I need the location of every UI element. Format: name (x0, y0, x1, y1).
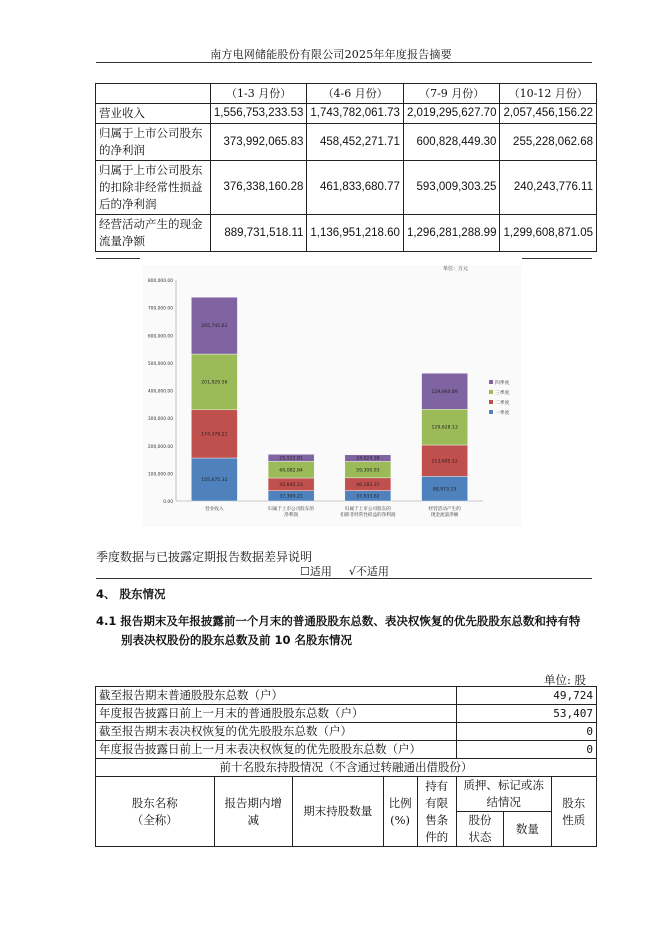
divider-fragment-right (522, 258, 592, 259)
header-shares: 期末持股数量 (292, 777, 383, 847)
data-label: 59,300.93 (356, 468, 380, 474)
subsection-heading-line1: 4.1 报告期末及年报披露前一个月末的普通股股东总数、表决权恢复的优先股股东总数和持有特 (96, 614, 581, 628)
table-cell: 458,452,271.71 (307, 124, 404, 161)
section-divider (96, 578, 592, 579)
y-tick-label: 200,000.00 (147, 444, 173, 450)
table-cell: 376,338,160.28 (210, 161, 307, 215)
x-category-label: 归属于上市公司股东的 (344, 507, 391, 512)
table-row (96, 215, 597, 252)
subsection-heading-line2: 别表决权股份的股东总数及前 10 名股东情况 (121, 633, 353, 647)
y-tick-label: 600,000.00 (147, 334, 173, 340)
row-label: 归属于上市公司股东的净利润 (96, 124, 211, 161)
table-header-cell: （10-12 月份） (500, 84, 597, 104)
header-pledge-qty: 数量 (504, 812, 551, 847)
divider-fragment-left (96, 258, 140, 259)
table-cell: 1,299,608,871.05 (500, 215, 597, 252)
table-cell: 600,828,449.30 (403, 124, 500, 161)
table-row (96, 705, 597, 723)
header-restricted: 持有 有限 售条 件的 (417, 777, 456, 847)
applicability-options (300, 563, 389, 579)
legend-swatch (489, 380, 493, 384)
chart-canvas (143, 265, 521, 527)
legend-swatch (489, 410, 493, 414)
table-row (96, 104, 597, 124)
legend-label: 三季度 (495, 391, 510, 396)
table-cell: 1,296,281,288.99 (403, 215, 500, 252)
data-label: 45,845.23 (279, 482, 303, 488)
table-row (96, 687, 597, 705)
legend-swatch (489, 390, 493, 394)
header-pledge: 质押、标记或冻 结情况 (456, 777, 551, 812)
option-not-applicable: √不适用 (348, 565, 389, 578)
y-tick-label: 300,000.00 (147, 417, 173, 423)
table-cell: 53,407 (456, 705, 596, 723)
top10-title: 前十名股东持股情况（不含通过转融通出借股份） (96, 759, 597, 777)
table-header-cell: （7-9 月份） (403, 84, 500, 104)
table-header-cell (96, 84, 211, 104)
table-cell: 255,228,062.68 (500, 124, 597, 161)
data-label: 37,399.21 (279, 494, 303, 500)
header-change: 报告期内增 减 (214, 777, 292, 847)
table-cell: 2,019,295,627.70 (403, 104, 500, 124)
data-label: 129,628.13 (431, 425, 458, 431)
chart-unit-label: 单位：万元 (443, 266, 469, 272)
table-cell: 240,243,776.11 (500, 161, 597, 215)
legend-label: 二季度 (495, 401, 510, 406)
option-applicable: ☐适用 (300, 565, 332, 578)
table-cell: 1,556,753,233.53 (210, 104, 307, 124)
table-cell: 49,724 (456, 687, 596, 705)
table-row (96, 723, 597, 741)
data-label: 37,633.82 (356, 494, 380, 500)
legend-swatch (489, 400, 493, 404)
table-row (96, 161, 597, 215)
data-label: 24,024.38 (356, 456, 380, 462)
y-tick-label: 800,000.00 (147, 279, 173, 284)
header-pledge-status: 股份 状态 (456, 812, 503, 847)
data-label: 46,183.37 (356, 482, 380, 488)
y-tick-label: 400,000.00 (147, 389, 173, 395)
y-tick-label: 0.00 (163, 500, 173, 505)
table-cell: 889,731,518.11 (210, 215, 307, 252)
shareholder-table (95, 686, 597, 847)
table-cell: 2,057,456,156.22 (500, 104, 597, 124)
unit-label: 单位: 股 (544, 673, 587, 687)
x-category-label: 经营活动产生的 (428, 507, 461, 512)
table-header-row (96, 777, 597, 812)
row-label: 截至报告期末普通股股东总数（户） (96, 687, 457, 705)
row-label: 截至报告期末表决权恢复的优先股股东总数（户） (96, 723, 457, 741)
header-ratio: 比例 (%) (383, 777, 417, 847)
row-label: 年度报告披露日前上一月末的普通股股东总数（户） (96, 705, 457, 723)
header-shareholder-name: 股东名称 （全称） (96, 777, 215, 847)
table-cell: 1,136,951,218.60 (307, 215, 404, 252)
table-row (96, 741, 597, 759)
x-category-label: 净利润 (284, 513, 299, 518)
data-label: 60,082.84 (279, 468, 303, 474)
y-tick-label: 500,000.00 (147, 361, 173, 367)
x-category-label: 营业收入 (205, 507, 224, 512)
section-heading: 4、 股东情况 (96, 587, 166, 601)
table-header-cell: （4-6 月份） (307, 84, 404, 104)
data-label: 201,929.56 (201, 380, 228, 386)
data-label: 113,695.12 (431, 459, 458, 465)
table-cell: 1,743,782,061.73 (307, 104, 404, 124)
row-label: 年度报告披露日前上一月末表决权恢复的优先股股东总数（户） (96, 741, 457, 759)
x-category-label: 现金流量净额 (430, 513, 459, 518)
report-header-title: 南方电网储能股份有限公司2025年年度报告摘要 (210, 48, 452, 61)
table-header-row (96, 84, 597, 104)
table-cell: 373,992,065.83 (210, 124, 307, 161)
row-label: 营业收入 (96, 104, 211, 124)
table-cell: 593,009,303.25 (403, 161, 500, 215)
y-tick-label: 100,000.00 (147, 472, 173, 478)
header-nature: 股东 性质 (551, 777, 596, 847)
row-label: 归属于上市公司股东的扣除非经常性损益后的净利润 (96, 161, 211, 215)
header-divider (96, 62, 592, 63)
quarterly-stacked-bar-chart (143, 265, 521, 527)
data-label: 88,973.15 (432, 487, 457, 493)
subsection-heading (96, 612, 596, 650)
data-label: 155,675.32 (201, 478, 228, 484)
y-tick-label: 700,000.00 (147, 306, 173, 312)
data-label: 205,745.62 (201, 324, 228, 330)
x-category-label: 归属于上市公司股东的 (268, 507, 315, 512)
difference-note-title: 季度数据与已披露定期报告数据差异说明 (96, 550, 313, 564)
quarterly-data-table (95, 83, 597, 252)
table-cell: 461,833,680.77 (307, 161, 404, 215)
row-label: 经营活动产生的现金流量净额 (96, 215, 211, 252)
table-row (96, 124, 597, 161)
x-category-label: 扣除非经常性损益的净利润 (340, 513, 396, 518)
data-label: 174,378.21 (201, 432, 228, 438)
data-label: 129,960.89 (431, 389, 458, 395)
legend-label: 四季度 (495, 381, 510, 386)
legend-label: 一季度 (495, 411, 510, 416)
data-label: 25,522.81 (279, 456, 303, 462)
table-header-cell: （1-3 月份） (210, 84, 307, 104)
table-row (96, 759, 597, 777)
table-cell: 0 (456, 741, 596, 759)
table-cell: 0 (456, 723, 596, 741)
